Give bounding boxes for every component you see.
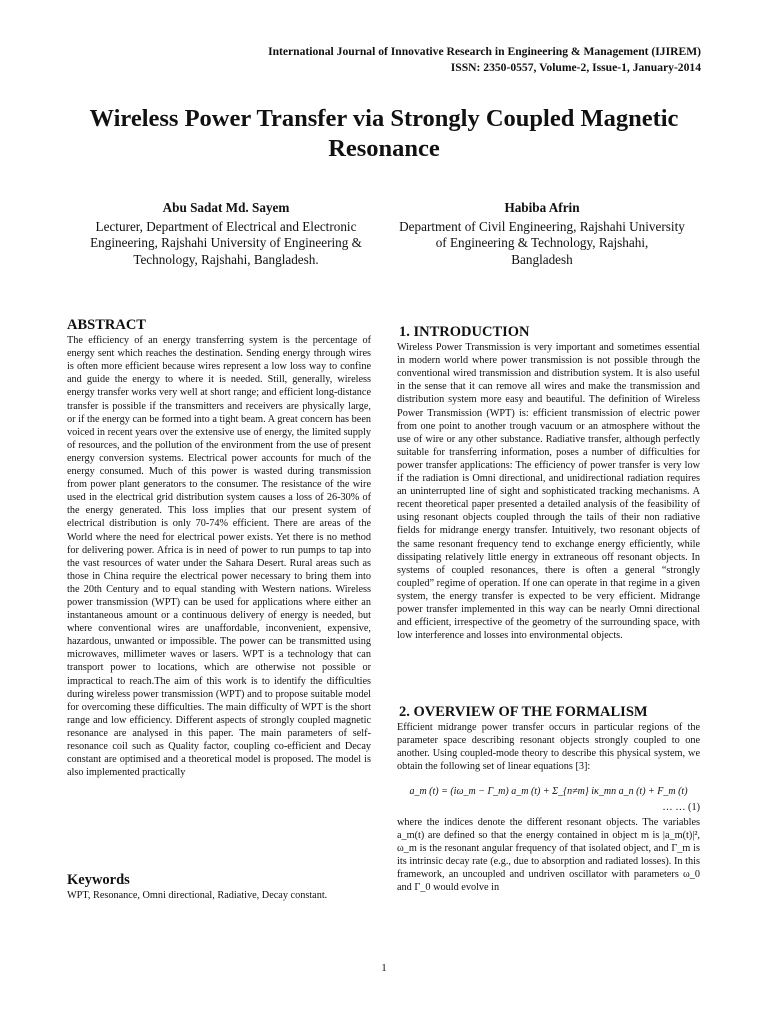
author-name: Abu Sadat Md. Sayem	[162, 200, 290, 215]
journal-name: International Journal of Innovative Research in Engineering & Management (IJIREM)	[268, 45, 701, 58]
equation-number: … … (1)	[662, 801, 700, 813]
journal-header	[268, 44, 701, 76]
overview-heading: 2. OVERVIEW OF THE FORMALISM	[399, 704, 648, 720]
keywords-section	[67, 874, 371, 902]
equation-1: a_m (t) = (iω_m − Γ_m) a_m (t) + Σ_{n≠m} iκ_mn a_n (t) + F_m (t)	[409, 786, 688, 798]
author-affiliation: Lecturer, Department of Electrical and Electronic Engineering, Rajshahi University of Engineering & Technology, Rajshahi, Bangladesh.	[90, 218, 362, 267]
overview-text: Efficient midrange power transfer occurs in particular regions of the parameter space describing resonant objects strongly coupled to one another. Using coupled-mode theory to describe this physical system, we obtain the following set of linear equations [3]:	[397, 722, 700, 773]
introduction-section	[397, 326, 700, 642]
author-name: Habiba Afrin	[504, 200, 580, 215]
overview-section	[397, 706, 700, 894]
author-block-2	[382, 200, 702, 268]
introduction-text: Wireless Power Transmission is very important and sometimes essential in modern world where power transmission is not possible through the conventional wired transmission and distribution system. It is also useful in the sense that it can remove all wires and make the transmission and distribution system more easy and beautiful. The definition of Wireless Power Transmission (WPT) is: efficient transmission of electric power from one point to another trough vacuum or an atmosphere without the use of wire or any other substance. Radiative transfer, although perfectly suitable for transferring information, poses a number of difficulties for power transfer applications: The efficiency of power transfer is very low if the radiation is Omni directional, and unidirectional radiation requires an uninterrupted line of sight and sophisticated tracking mechanisms. A recent theoretical paper presented a detailed analysis of the feasibility of using resonant objects coupled through the tails of their non radiative fields for midrange energy transfer. Intuitively, two resonant objects of the same resonant frequency tend to exchange energy efficiently, while dissipating relatively little energy in extraneous off resonant objects. In systems of coupled resonances, there is often a general “strongly coupled” regime of operation. If one can operate in that regime in a given system, the energy transfer is expected to be very efficient. Midrange power transfer implemented in this way can be nearly Omni directional and efficient, irrespective of the geometry of the surrounding space, with low interference and losses into environmental objects.	[397, 342, 700, 642]
abstract-heading: ABSTRACT	[67, 317, 146, 333]
page-number: 1	[381, 962, 387, 974]
journal-issn: ISSN: 2350-0557, Volume-2, Issue-1, January-2014	[450, 61, 701, 74]
paper-title: Wireless Power Transfer via Strongly Coupled Magnetic Resonance	[89, 105, 679, 162]
abstract-section	[67, 319, 371, 779]
author-affiliation: Department of Civil Engineering, Rajshahi University of Engineering & Technology, Rajshahi, Bangladesh	[399, 218, 685, 267]
introduction-heading: 1. INTRODUCTION	[399, 324, 530, 340]
overview-text-continued: where the indices denote the different resonant objects. The variables a_m(t) are defined so that the energy contained in object m is |a_m(t)|², ω_m is the resonant angular frequency of that isolated object, and Γ_m is its intrinsic decay rate (e.g., due to absorption and radiated losses). In this framework, an uncoupled and undriven oscillator with parameters ω_0 and Γ_0 would evolve in	[397, 816, 700, 894]
author-block-1	[70, 200, 382, 268]
abstract-text: The efficiency of an energy transferring system is the percentage of energy sent which reaches the destination. Sending energy through wires is often more efficient because wires represent a low loss way to confine and guide the energy to where it is needed. Still, generally, wireless energy transfer works very well at short range; and efficient long-distance transfer is possible if the transmitters and receivers are physically large, or if the energy can be formed into a tight beam. A great concern has been voiced in recent years over the extensive use of energy, the limited supply of resources, and the pollution of the environment from the use of present energy conversion systems. Electrical power accounts for much of the energy consumed. Much of this power is wasted during transmission from power plant generators to the consumer. The resistance of the wire used in the electrical grid distribution system causes a loss of 26-30% of the energy generated. This loss implies that our present system of electrical distribution is only 70-74% efficient. There are areas of the World where the need for electrical power exists. Yet there is no method for delivering power. Africa is in need of power to run pumps to tap into the vast resources of water under the Sahara Desert. Rural areas such as those in China require the electrical power necessary to bring them into the 20th Century and to equal standing with Western nations. Wireless power transmission (WPT) can be used for applications where either an instantaneous amount or a continuous delivery of energy is needed, but where conventional wires are unaffordable, inconvenient, expensive, hazardous, unwanted or impossible. The power can be transmitted using microwaves, millimeter waves or lasers. WPT is a technology that can transport power to locations, which are otherwise not possible or impractical to reach.The aim of this work is to identify the difficulties during wireless power transmission (WPT) and to propose suitable model for overcoming these difficulties. The main difficulty of WPT is the short range and low efficiency. Different aspects of strongly coupled magnetic resonance are analysed in this paper. The main parameters of self-resonance coil such as Quality factor, coupling co-efficient and Decay constant are optimised and a theoretical model is proposed. The model is also implemented practically	[67, 335, 371, 779]
keywords-heading: Keywords	[67, 872, 130, 888]
keywords-text: WPT, Resonance, Omni directional, Radiative, Decay constant.	[67, 890, 328, 902]
